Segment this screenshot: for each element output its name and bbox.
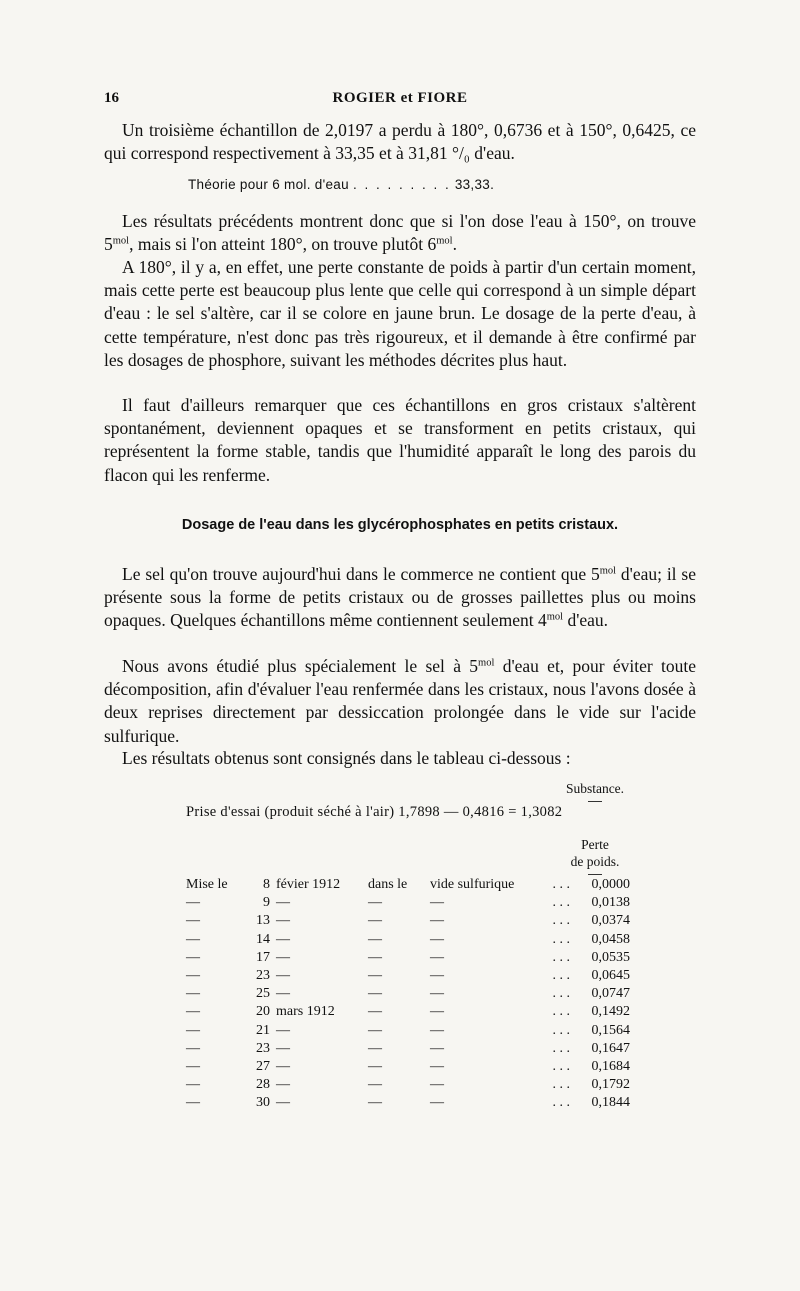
cell-value: 0,1564 bbox=[591, 1022, 630, 1038]
cell-sulfurique: — . . . bbox=[430, 967, 570, 985]
text-run: Le sel qu'on trouve aujourd'hui dans le commerce ne contient que 5 bbox=[122, 564, 600, 584]
cell-dans: — bbox=[368, 913, 382, 929]
leader-dots: . . . bbox=[552, 1077, 570, 1093]
text-run: . bbox=[452, 234, 457, 255]
cell-value: 0,1844 bbox=[591, 1095, 630, 1111]
theory-label: Théorie pour 6 mol. d'eau bbox=[188, 177, 349, 192]
paragraph-alteration: Il faut d'ailleurs remarquer que ces échantillons en gros cristaux s'altèrent spontanément, deviennent opaques et se transforment en petits cristaux, qui représentent la forme stable, tandis que l'humidité apparaît le long des parois du flacon qui les renferme. bbox=[104, 395, 696, 485]
leader-dots: . . . bbox=[552, 913, 570, 929]
leader-dots: . . . bbox=[552, 949, 570, 965]
perte-header bbox=[540, 836, 650, 875]
leader-dots: . . . bbox=[552, 1059, 570, 1075]
cell-sulfurique: vide sulfurique . . . bbox=[430, 876, 570, 894]
cell-sulfurique: — . . . bbox=[430, 1058, 570, 1076]
cell-sulfurique: — . . . bbox=[430, 894, 570, 912]
cell-mise: — bbox=[186, 913, 200, 929]
cell-mise: — bbox=[186, 1095, 200, 1111]
cell-value: 0,0535 bbox=[591, 949, 630, 965]
cell-dans: — bbox=[368, 968, 382, 984]
superscript: mol bbox=[599, 565, 617, 577]
leader-dots: . . . bbox=[552, 1004, 570, 1020]
perte-label: Perte bbox=[581, 837, 609, 852]
superscript: mol bbox=[546, 612, 564, 624]
cell-day: 30 bbox=[256, 1095, 270, 1111]
text-run: Les résultats précédents montrent donc que si l'on dose l'eau à 150°, on trouve 5 bbox=[104, 211, 696, 255]
table-row bbox=[186, 967, 630, 985]
cell-month: — bbox=[276, 895, 290, 911]
cell-value: 0,0458 bbox=[591, 931, 630, 947]
cell-sulfurique: — . . . bbox=[430, 1022, 570, 1040]
cell-month: mars 1912 bbox=[276, 1004, 335, 1020]
table-row bbox=[186, 1094, 630, 1112]
cell-day: 8 bbox=[263, 877, 270, 892]
cell-month: — bbox=[276, 1059, 290, 1075]
cell-day: 13 bbox=[256, 913, 270, 929]
cell-month: — bbox=[276, 913, 290, 929]
leader-dots: . . . bbox=[552, 895, 570, 911]
table-body bbox=[186, 876, 630, 1113]
cell-dans: — bbox=[368, 1059, 382, 1075]
leader-dots: . . . bbox=[552, 1095, 570, 1111]
cell-day: 9 bbox=[263, 895, 270, 911]
table-row bbox=[186, 985, 630, 1003]
cell-day: 25 bbox=[256, 986, 270, 1002]
cell-month: — bbox=[276, 1040, 290, 1056]
cell-day: 21 bbox=[256, 1022, 270, 1038]
cell-dans: — bbox=[368, 1004, 382, 1020]
cell-sulfurique: — . . . bbox=[430, 931, 570, 949]
paragraph-results bbox=[104, 210, 696, 256]
leader-dots: . . . bbox=[552, 877, 570, 892]
cell-day: 23 bbox=[256, 1040, 270, 1056]
cell-mise: — bbox=[186, 1040, 200, 1056]
cell-mise: — bbox=[186, 1077, 200, 1093]
cell-dans: — bbox=[368, 895, 382, 911]
cell-mise: — bbox=[186, 1059, 200, 1075]
text-run: , mais si l'on atteint 180°, on trouve plutôt 6 bbox=[129, 234, 437, 255]
table-row bbox=[186, 912, 630, 930]
cell-day: 17 bbox=[256, 949, 270, 965]
cell-sulfurique: — . . . bbox=[430, 1003, 570, 1021]
header-rule bbox=[588, 874, 602, 875]
table-row bbox=[186, 1076, 630, 1094]
leader-dots: . . . bbox=[552, 1022, 570, 1038]
cell-month: — bbox=[276, 949, 290, 965]
paragraph-third-sample: Un troisième échantillon de 2,0197 a perdu à 180°, 0,6736 et à 150°, 0,6425, ce qui correspond respectivement à 33,35 et à 31,81 °/₀ d'eau. bbox=[104, 120, 696, 164]
cell-month: — bbox=[276, 986, 290, 1002]
cell-month: — bbox=[276, 968, 290, 984]
theory-dots: . . . . . . . . . bbox=[352, 177, 451, 192]
paragraph-method bbox=[104, 655, 696, 748]
table-row bbox=[186, 949, 630, 967]
cell-dans: — bbox=[368, 1077, 382, 1093]
perte-label-2: de poids. bbox=[570, 854, 620, 869]
text-run: d'eau; il se présente sous la forme de petits cristaux ou de grosses paillettes plus ou moins opaques. Quelques échantillons même contiennent seulement 4 bbox=[104, 564, 696, 631]
cell-value: 0,0645 bbox=[591, 968, 630, 984]
cell-mise: — bbox=[186, 895, 200, 911]
prise-line: Prise d'essai (produit séché à l'air) 1,7898 — 0,4816 = 1,3082 bbox=[186, 804, 563, 820]
text-run: Nous avons étudié plus spécialement le sel à 5 bbox=[122, 656, 479, 676]
cell-month: — bbox=[276, 931, 290, 947]
cell-sulfurique: — . . . bbox=[430, 985, 570, 1003]
paragraph-commerce bbox=[104, 563, 696, 633]
cell-dans: — bbox=[368, 1022, 382, 1038]
table-row bbox=[186, 894, 630, 912]
text-run: d'eau. bbox=[563, 610, 609, 631]
cell-mise: Mise le bbox=[186, 877, 228, 892]
paragraph-table-intro: Les résultats obtenus sont consignés dans le tableau ci-dessous : bbox=[122, 748, 571, 768]
cell-month: — bbox=[276, 1022, 290, 1038]
cell-sulfurique: — . . . bbox=[430, 1076, 570, 1094]
cell-value: 0,1492 bbox=[591, 1004, 630, 1020]
table-row bbox=[186, 876, 630, 894]
cell-sulfurique: — . . . bbox=[430, 1040, 570, 1058]
cell-dans: — bbox=[368, 931, 382, 947]
table-row bbox=[186, 1058, 630, 1076]
cell-mise: — bbox=[186, 949, 200, 965]
cell-value: 0,1684 bbox=[591, 1059, 630, 1075]
cell-mise: — bbox=[186, 986, 200, 1002]
paragraph-180-degrees: A 180°, il y a, en effet, une perte constante de poids à partir d'un certain moment, mais cette perte est beaucoup plus lente que celle qui correspond à un simple départ d'eau : le sel s'altère, car il se colore en jaune brun. Le dosage de la perte d'eau, à cette température, n'est donc pas très rigoureux, et il demande à être confirmé par les dosages de phosphore, suivant les méthodes décrites plus haut. bbox=[104, 257, 696, 370]
page-header bbox=[104, 90, 696, 112]
theory-value: 33,33. bbox=[454, 177, 495, 192]
cell-month: — bbox=[276, 1077, 290, 1093]
table-row bbox=[186, 931, 630, 949]
table-row bbox=[186, 1003, 630, 1021]
cell-mise: — bbox=[186, 931, 200, 947]
cell-value: 0,1647 bbox=[591, 1040, 630, 1056]
leader-dots: . . . bbox=[552, 968, 570, 984]
cell-value: 0,0374 bbox=[591, 913, 630, 929]
superscript: mol bbox=[112, 235, 130, 247]
cell-sulfurique: — . . . bbox=[430, 1094, 570, 1112]
cell-day: 27 bbox=[256, 1059, 270, 1075]
superscript: mol bbox=[436, 235, 453, 247]
cell-value: 0,1792 bbox=[591, 1077, 630, 1093]
running-head: ROGIER et FIORE bbox=[332, 90, 468, 106]
cell-month: — bbox=[276, 1095, 290, 1111]
substance-header bbox=[540, 780, 650, 802]
cell-dans: — bbox=[368, 949, 382, 965]
cell-value: 0,0000 bbox=[591, 877, 630, 892]
theory-line bbox=[188, 177, 494, 192]
cell-mise: — bbox=[186, 1004, 200, 1020]
cell-day: 20 bbox=[256, 1004, 270, 1020]
substance-label: Substance. bbox=[565, 781, 625, 796]
cell-sulfurique: — . . . bbox=[430, 949, 570, 967]
text-run: d'eau et, pour éviter toute décomposition, afin d'évaluer l'eau renfermée dans les cristaux, nous l'avons dosée à deux reprises directement par dessiccation prolongée dans le vide sur l'acide sulfurique. bbox=[104, 656, 696, 746]
cell-day: 28 bbox=[256, 1077, 270, 1093]
cell-mise: — bbox=[186, 968, 200, 984]
weight-loss-table bbox=[186, 876, 630, 1113]
cell-day: 23 bbox=[256, 968, 270, 984]
header-rule bbox=[588, 801, 602, 802]
section-title: Dosage de l'eau dans les glycérophosphates en petits cristaux. bbox=[181, 517, 619, 533]
superscript: mol bbox=[478, 657, 495, 669]
cell-month: févier 1912 bbox=[276, 877, 341, 892]
cell-value: 0,0747 bbox=[591, 986, 630, 1002]
table-row bbox=[186, 1022, 630, 1040]
table-row bbox=[186, 1040, 630, 1058]
cell-sulfurique: — . . . bbox=[430, 912, 570, 930]
leader-dots: . . . bbox=[552, 986, 570, 1002]
cell-dans: — bbox=[368, 986, 382, 1002]
cell-day: 14 bbox=[256, 931, 270, 947]
cell-value: 0,0138 bbox=[591, 895, 630, 911]
leader-dots: . . . bbox=[552, 1040, 570, 1056]
cell-mise: — bbox=[186, 1022, 200, 1038]
cell-dans: — bbox=[368, 1040, 382, 1056]
page-number: 16 bbox=[104, 90, 119, 106]
leader-dots: . . . bbox=[552, 931, 570, 947]
cell-dans: dans le bbox=[368, 877, 408, 892]
cell-dans: — bbox=[368, 1095, 382, 1111]
